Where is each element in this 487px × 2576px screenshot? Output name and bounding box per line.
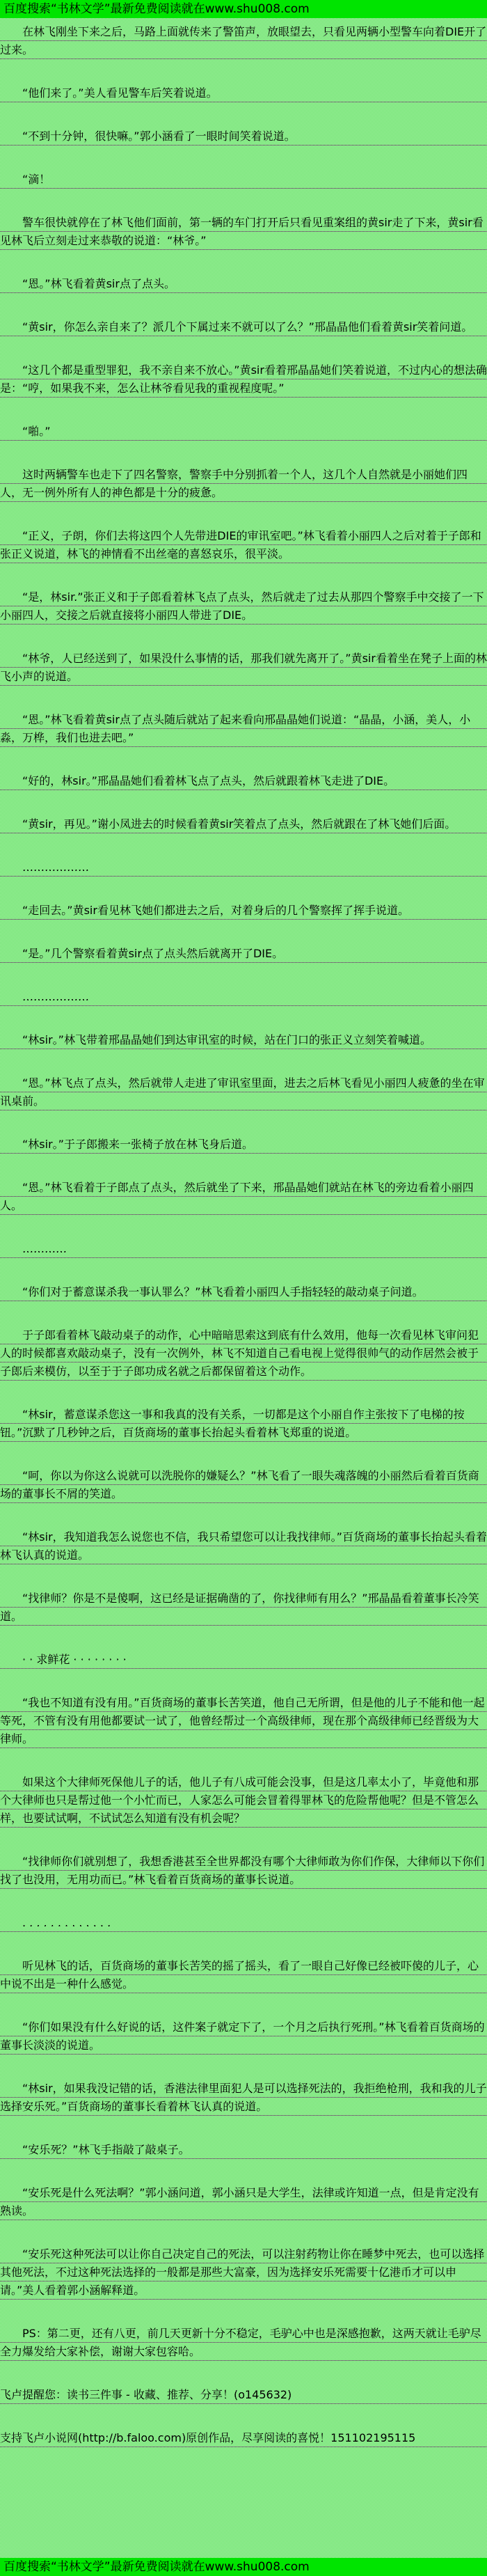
paragraph: “恩。”林飞看着黄sir点了点头随后就站了起来看向邢晶晶她们说道：“晶晶，小涵，美人，小淼，万桦，我们也进去吧。” <box>0 711 487 747</box>
paragraph: 听见林飞的话，百货商场的董事长苦笑的摇了摇头，看了一眼自己好像已经被吓傻的儿子，心中说不出是一种什么感觉。 <box>0 1957 487 1993</box>
paragraph: “恩。”林飞看着黄sir点了点头。 <box>0 275 487 293</box>
paragraph: “好的，林sir。”邢晶晶她们看着林飞点了点头，然后就跟着林飞走进了DIE。 <box>0 772 487 790</box>
paragraph: “林sir，如果我没记错的话，香港法律里面犯人是可以选择死法的，我拒绝枪刑，我和我的儿子选择安乐死。”百货商场的董事长看着林飞认真的说道。 <box>0 2080 487 2116</box>
paragraph: “啪。” <box>0 423 487 441</box>
paragraph: · · 求鲜花 · · · · · · · · <box>0 1651 487 1669</box>
paragraph: “你们如果没有什么好说的话，这件案子就定下了，一个月之后执行死刑。”林飞看着百货商场的董事长淡淡的说道。 <box>0 2018 487 2055</box>
paragraph: “这几个都是重型罪犯，我不亲自来不放心。”黄sir看着邢晶晶她们笑着说道，不过内心的想法确是：“哼，如果我不来，怎么让林爷看见我的重视程度呢。” <box>0 361 487 398</box>
paragraph: “不到十分钟，很快嘛。”郭小涵看了一眼时间笑着说道。 <box>0 127 487 146</box>
paragraph: “林爷，人已经送到了，如果没什么事情的话，那我们就先离开了。”黄sir看着坐在凳子上面的林飞小声的说道。 <box>0 650 487 686</box>
paragraph: “是。”几个警察看着黄sir点了点头然后就离开了DIE。 <box>0 945 487 963</box>
paragraph: “我也不知道有没有用。”百货商场的董事长苦笑道，他自己无所谓，但是他的儿子不能和他一起等死，不管有没有用他都要试一试了，他曾经帮过一个高级律师，现在那个高级律师已经晋级为大律师。 <box>0 1694 487 1748</box>
paragraph: “安乐死这种死法可以让你自己决定自己的死法，可以注射药物让你在睡梦中死去，也可以选择其他死法，不过这种死法选择的一般都是那些大富豪，因为选择安乐死需要十亿港币才可以申请。”美人看着郭小涵解释道。 <box>0 2245 487 2300</box>
paragraph: ……………… <box>0 988 487 1006</box>
paragraph: “找律师？你是不是傻啊，这已经是证据确凿的了，你找律师有用么？”邢晶晶看着董事长冷笑道。 <box>0 1589 487 1626</box>
paragraph: “黄sir，再见。”谢小凤进去的时候看着黄sir笑着点了点头，然后就跟在了林飞她们后面。 <box>0 815 487 833</box>
top-promo-bar <box>0 0 487 18</box>
paragraph: 这时两辆警车也走下了四名警察，警察手中分别抓着一个人，这几个人自然就是小丽她们四人，无一例外所有人的神色都是十分的疲惫。 <box>0 466 487 502</box>
paragraph: “滴！ <box>0 171 487 189</box>
paragraph: “林sir，我知道我怎么说您也不信，我只希望您可以让我找律师。”百货商场的董事长抬起头看着林飞认真的说道。 <box>0 1528 487 1564</box>
paragraph: “正义，子朗，你们去将这四个人先带进DIE的审讯室吧。”林飞看着小丽四人之后对着于子郎和张正义说道，林飞的神情看不出丝毫的喜怒哀乐，很平淡。 <box>0 527 487 563</box>
paragraph: “恩。”林飞点了点头，然后就带人走进了审讯室里面，进去之后林飞看见小丽四人疲惫的坐在审讯桌前。 <box>0 1074 487 1110</box>
top-promo-text: 百度搜索“书林文学”最新免费阅读就在www.shu008.com <box>3 2 310 16</box>
paragraph: ………… <box>0 1240 487 1258</box>
bottom-promo-text: 百度搜索“书林文学”最新免费阅读就在www.shu008.com <box>3 2560 310 2574</box>
paragraph: “林sir，蓄意谋杀您这一事和我真的没有关系，一切都是这个小丽自作主张按下了电梯的按钮。”沉默了几秒钟之后，百货商场的董事长抬起头看着林飞郑重的说道。 <box>0 1406 487 1442</box>
paragraph: “恩。”林飞看着于子郎点了点头，然后就坐了下来，邢晶晶她们就站在林飞的旁边看着小丽四人。 <box>0 1179 487 1215</box>
novel-content <box>0 23 487 2447</box>
paragraph: “找律师你们就别想了，我想香港甚至全世界都没有哪个大律师敢为你们作保，大律师以下你们找了也没用，无用功而已。”林飞看着百货商场的董事长说道。 <box>0 1853 487 1889</box>
paragraph: PS：第二更，还有八更，前几天更新十分不稳定，毛驴心中也是深感抱歉，这两天就让毛驴尽全力爆发给大家补偿，谢谢大家包容哈。 <box>0 2325 487 2361</box>
paragraph: 飞卢提醒您：读书三件事 - 收藏、推荐、分享！(o145632) <box>0 2386 487 2404</box>
paragraph: 于子郎看着林飞敲动桌子的动作，心中暗暗思索这到底有什么效用，他每一次看见林飞审问犯人的时候都喜欢敲动桌子，没有一次例外，林飞不知道自己看电视上觉得很帅气的动作居然会被于子郎后来模仿，以至于于子郎功成名就之后都保留着这个动作。 <box>0 1326 487 1381</box>
paragraph: “黄sir，你怎么亲自来了？派几个下属过来不就可以了么？”邢晶晶他们看着黄sir笑着问道。 <box>0 318 487 336</box>
paragraph: “呵，你以为你这么说就可以洗脱你的嫌疑么？”林飞看了一眼失魂落魄的小丽然后看着百货商场的董事长不屑的笑道。 <box>0 1467 487 1503</box>
paragraph: “走回去。”黄sir看见林飞她们都进去之后，对着身后的几个警察挥了挥手说道。 <box>0 902 487 920</box>
paragraph: “你们对于蓄意谋杀我一事认罪么？”林飞看着小丽四人手指轻轻的敲动桌子问道。 <box>0 1283 487 1301</box>
paragraph: 支持飞卢小说网(http://b.faloo.com)原创作品，尽享阅读的喜悦！151102195115 <box>0 2429 487 2447</box>
paragraph: 如果这个大律师死保他儿子的话，他儿子有八成可能会没事，但是这几率太小了，毕竟他和那个大律师也只是帮过他一个小忙而已，人家怎么可能会冒着得罪林飞的危险帮他呢？但是不管怎么样，也要试试啊，不试试怎么知道有没有机会呢？ <box>0 1773 487 1828</box>
paragraph: 警车很快就停在了林飞他们面前，第一辆的车门打开后只看见重案组的黄sir走了下来，黄sir看见林飞后立刻走过来恭敬的说道：“林爷。” <box>0 214 487 250</box>
paragraph: “林sir。”于子郎搬来一张椅子放在林飞身后道。 <box>0 1136 487 1154</box>
paragraph: “他们来了。”美人看见警车后笑着说道。 <box>0 84 487 102</box>
paragraph: . . . . . . . . . . . . . <box>0 1914 487 1932</box>
paragraph: “林sir。”林飞带着邢晶晶她们到达审讯室的时候，站在门口的张正义立刻笑着喊道。 <box>0 1031 487 1049</box>
bottom-promo-bar <box>0 2558 487 2576</box>
paragraph: “安乐死？”林飞手指敲了敲桌子。 <box>0 2141 487 2159</box>
paragraph: “安乐死是什么死法啊？”郭小涵问道，郭小涵只是大学生，法律或许知道一点，但是肯定没有熟读。 <box>0 2184 487 2220</box>
paragraph: 在林飞刚坐下来之后，马路上面就传来了警笛声，放眼望去，只看见两辆小型警车向着DIE开了过来。 <box>0 23 487 59</box>
paragraph: “是，林sir.”张正义和于子郎看着林飞点了点头，然后就走了过去从那四个警察手中交接了一下小丽四人，交接之后就直接将小丽四人带进了DIE。 <box>0 588 487 625</box>
paragraph: ……………… <box>0 858 487 877</box>
